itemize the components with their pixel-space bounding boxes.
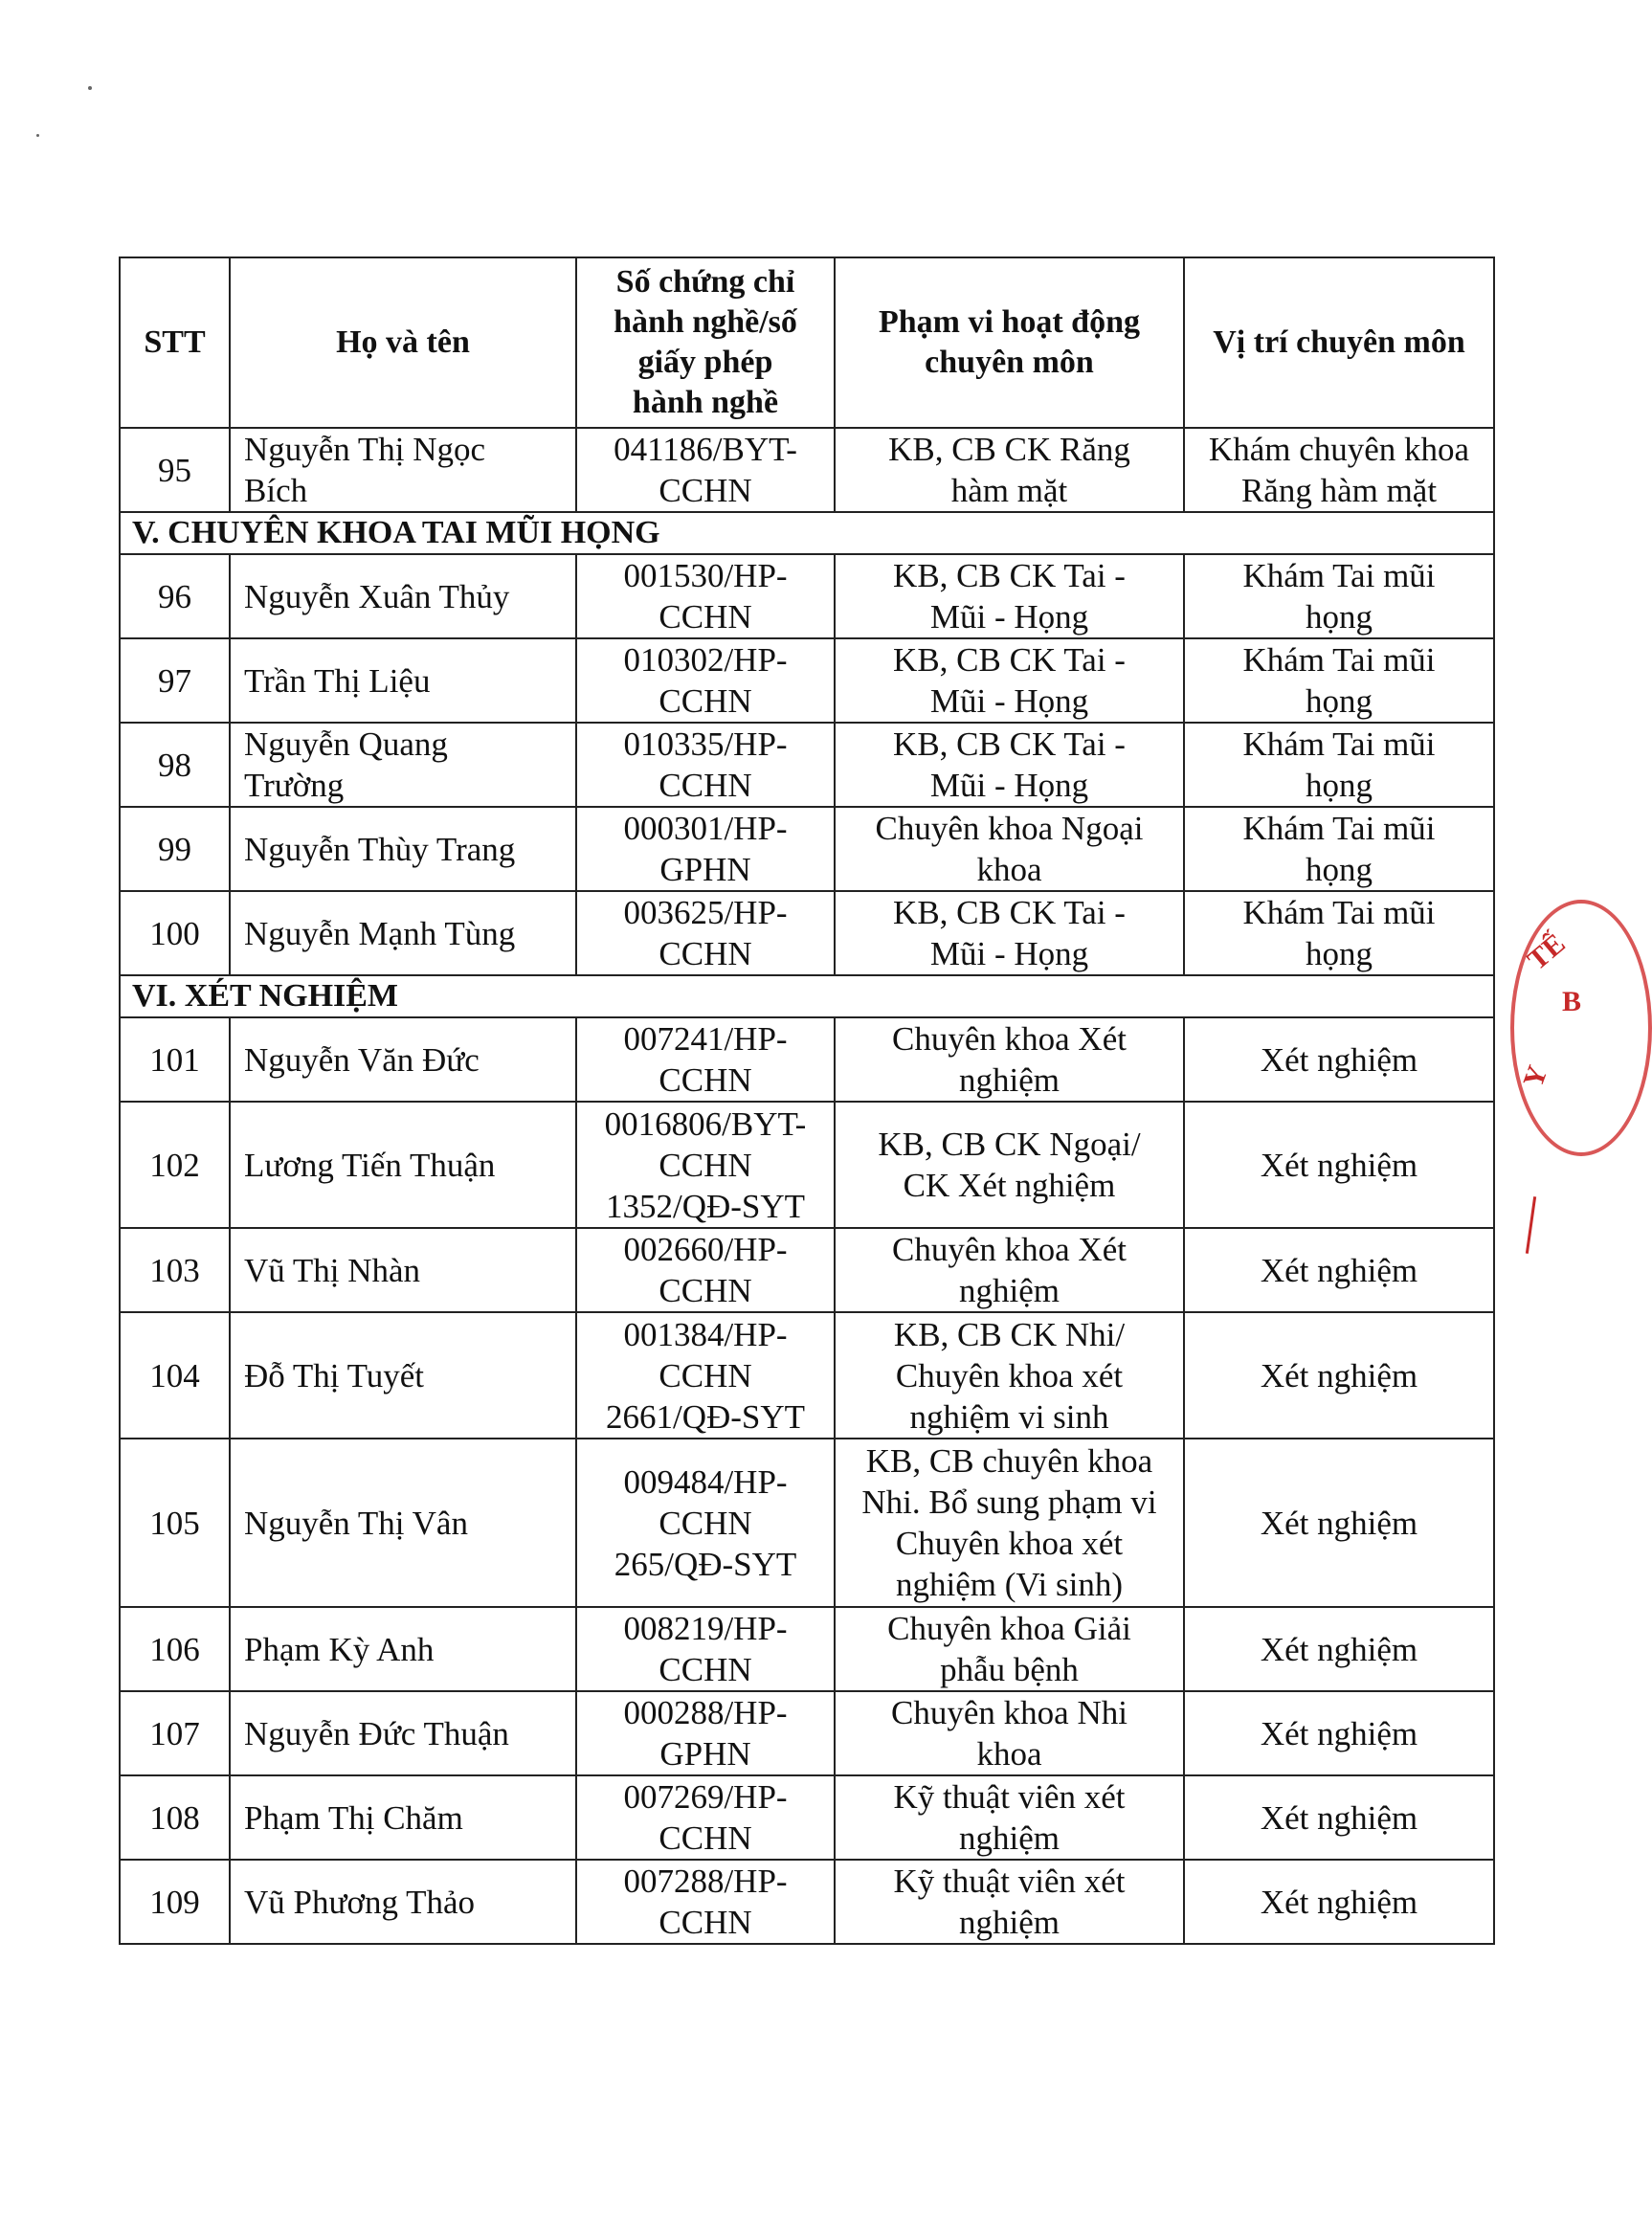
section-row bbox=[120, 512, 1494, 554]
row-name: Đỗ Thị Tuyết bbox=[230, 1312, 576, 1439]
row-license: 0016806/BYT- CCHN 1352/QĐ-SYT bbox=[576, 1102, 835, 1228]
row-license: 041186/BYT- CCHN bbox=[576, 428, 835, 512]
row-name: Nguyễn Mạnh Tùng bbox=[230, 891, 576, 975]
section-title: VI. XÉT NGHIỆM bbox=[120, 975, 1494, 1017]
row-position: Xét nghiệm bbox=[1184, 1312, 1494, 1439]
seal-text: B bbox=[1562, 986, 1582, 1017]
row-scope: Chuyên khoa Nhi khoa bbox=[835, 1691, 1184, 1775]
table-row bbox=[120, 428, 1494, 512]
scan-speck bbox=[88, 86, 92, 90]
row-position: Khám Tai mũi họng bbox=[1184, 638, 1494, 723]
row-stt: 101 bbox=[120, 1017, 230, 1102]
row-scope: Chuyên khoa Xét nghiệm bbox=[835, 1017, 1184, 1102]
row-license: 008219/HP- CCHN bbox=[576, 1607, 835, 1691]
table-header-row bbox=[120, 257, 1494, 428]
header-scope: Phạm vi hoạt động chuyên môn bbox=[835, 257, 1184, 428]
seal-mark bbox=[1526, 1196, 1536, 1254]
row-scope: Kỹ thuật viên xét nghiệm bbox=[835, 1775, 1184, 1860]
row-position: Xét nghiệm bbox=[1184, 1860, 1494, 1944]
row-position: Xét nghiệm bbox=[1184, 1102, 1494, 1228]
row-license: 007288/HP- CCHN bbox=[576, 1860, 835, 1944]
row-license: 000288/HP- GPHN bbox=[576, 1691, 835, 1775]
row-scope: Chuyên khoa Ngoại khoa bbox=[835, 807, 1184, 891]
row-scope: KB, CB CK Nhi/ Chuyên khoa xét nghiệm vi sinh bbox=[835, 1312, 1184, 1439]
row-stt: 99 bbox=[120, 807, 230, 891]
row-stt: 104 bbox=[120, 1312, 230, 1439]
row-scope: KB, CB CK Răng hàm mặt bbox=[835, 428, 1184, 512]
row-stt: 96 bbox=[120, 554, 230, 638]
row-scope: Chuyên khoa Xét nghiệm bbox=[835, 1228, 1184, 1312]
table-row bbox=[120, 1860, 1494, 1944]
row-position: Khám Tai mũi họng bbox=[1184, 723, 1494, 807]
row-license: 007269/HP- CCHN bbox=[576, 1775, 835, 1860]
table-row bbox=[120, 723, 1494, 807]
row-name: Trần Thị Liệu bbox=[230, 638, 576, 723]
table-row bbox=[120, 1691, 1494, 1775]
row-stt: 98 bbox=[120, 723, 230, 807]
row-position: Khám Tai mũi họng bbox=[1184, 554, 1494, 638]
row-license: 010302/HP- CCHN bbox=[576, 638, 835, 723]
seal-text: Y bbox=[1517, 1061, 1554, 1092]
row-stt: 97 bbox=[120, 638, 230, 723]
table-row bbox=[120, 1228, 1494, 1312]
scan-speck bbox=[36, 134, 39, 137]
table-row bbox=[120, 1439, 1494, 1607]
table-row bbox=[120, 1102, 1494, 1228]
row-position: Xét nghiệm bbox=[1184, 1607, 1494, 1691]
table-row bbox=[120, 1775, 1494, 1860]
row-name: Vũ Phương Thảo bbox=[230, 1860, 576, 1944]
row-stt: 105 bbox=[120, 1439, 230, 1607]
row-name: Phạm Kỳ Anh bbox=[230, 1607, 576, 1691]
row-license: 002660/HP- CCHN bbox=[576, 1228, 835, 1312]
row-license: 000301/HP- GPHN bbox=[576, 807, 835, 891]
row-scope: Kỹ thuật viên xét nghiệm bbox=[835, 1860, 1184, 1944]
header-license: Số chứng chỉ hành nghề/số giấy phép hành nghề bbox=[576, 257, 835, 428]
row-stt: 109 bbox=[120, 1860, 230, 1944]
official-seal bbox=[1510, 900, 1652, 1156]
table-row bbox=[120, 891, 1494, 975]
row-stt: 106 bbox=[120, 1607, 230, 1691]
row-scope: KB, CB chuyên khoa Nhi. Bổ sung phạm vi Chuyên khoa xét nghiệm (Vi sinh) bbox=[835, 1439, 1184, 1607]
row-name: Nguyễn Thị Ngọc Bích bbox=[230, 428, 576, 512]
row-stt: 103 bbox=[120, 1228, 230, 1312]
row-name: Nguyễn Quang Trường bbox=[230, 723, 576, 807]
row-name: Vũ Thị Nhàn bbox=[230, 1228, 576, 1312]
row-scope: Chuyên khoa Giải phẫu bệnh bbox=[835, 1607, 1184, 1691]
row-name: Phạm Thị Chăm bbox=[230, 1775, 576, 1860]
row-name: Nguyễn Văn Đức bbox=[230, 1017, 576, 1102]
row-name: Nguyễn Xuân Thủy bbox=[230, 554, 576, 638]
table-body bbox=[120, 428, 1494, 1944]
row-scope: KB, CB CK Tai - Mũi - Họng bbox=[835, 554, 1184, 638]
row-license: 010335/HP- CCHN bbox=[576, 723, 835, 807]
row-position: Xét nghiệm bbox=[1184, 1228, 1494, 1312]
section-title: V. CHUYÊN KHOA TAI MŨI HỌNG bbox=[120, 512, 1494, 554]
row-license: 001530/HP- CCHN bbox=[576, 554, 835, 638]
table-row bbox=[120, 554, 1494, 638]
row-license: 001384/HP- CCHN 2661/QĐ-SYT bbox=[576, 1312, 835, 1439]
row-name: Nguyễn Thị Vân bbox=[230, 1439, 576, 1607]
row-scope: KB, CB CK Tai - Mũi - Họng bbox=[835, 638, 1184, 723]
row-scope: KB, CB CK Tai - Mũi - Họng bbox=[835, 723, 1184, 807]
row-name: Nguyễn Đức Thuận bbox=[230, 1691, 576, 1775]
row-position: Khám Tai mũi họng bbox=[1184, 891, 1494, 975]
table-row bbox=[120, 1607, 1494, 1691]
staff-table bbox=[119, 257, 1495, 1945]
table-row bbox=[120, 1017, 1494, 1102]
header-position: Vị trí chuyên môn bbox=[1184, 257, 1494, 428]
table-row bbox=[120, 807, 1494, 891]
row-scope: KB, CB CK Ngoại/ CK Xét nghiệm bbox=[835, 1102, 1184, 1228]
row-scope: KB, CB CK Tai - Mũi - Họng bbox=[835, 891, 1184, 975]
row-name: Nguyễn Thùy Trang bbox=[230, 807, 576, 891]
row-position: Xét nghiệm bbox=[1184, 1775, 1494, 1860]
row-position: Khám Tai mũi họng bbox=[1184, 807, 1494, 891]
table-row bbox=[120, 1312, 1494, 1439]
header-name: Họ và tên bbox=[230, 257, 576, 428]
header-stt: STT bbox=[120, 257, 230, 428]
row-stt: 102 bbox=[120, 1102, 230, 1228]
row-position: Xét nghiệm bbox=[1184, 1439, 1494, 1607]
row-stt: 95 bbox=[120, 428, 230, 512]
row-license: 007241/HP- CCHN bbox=[576, 1017, 835, 1102]
row-position: Khám chuyên khoa Răng hàm mặt bbox=[1184, 428, 1494, 512]
seal-text: TẾ bbox=[1521, 927, 1572, 977]
section-row bbox=[120, 975, 1494, 1017]
row-stt: 108 bbox=[120, 1775, 230, 1860]
row-position: Xét nghiệm bbox=[1184, 1691, 1494, 1775]
row-position: Xét nghiệm bbox=[1184, 1017, 1494, 1102]
row-license: 003625/HP- CCHN bbox=[576, 891, 835, 975]
row-stt: 100 bbox=[120, 891, 230, 975]
row-license: 009484/HP- CCHN 265/QĐ-SYT bbox=[576, 1439, 835, 1607]
row-stt: 107 bbox=[120, 1691, 230, 1775]
table-row bbox=[120, 638, 1494, 723]
row-name: Lương Tiến Thuận bbox=[230, 1102, 576, 1228]
